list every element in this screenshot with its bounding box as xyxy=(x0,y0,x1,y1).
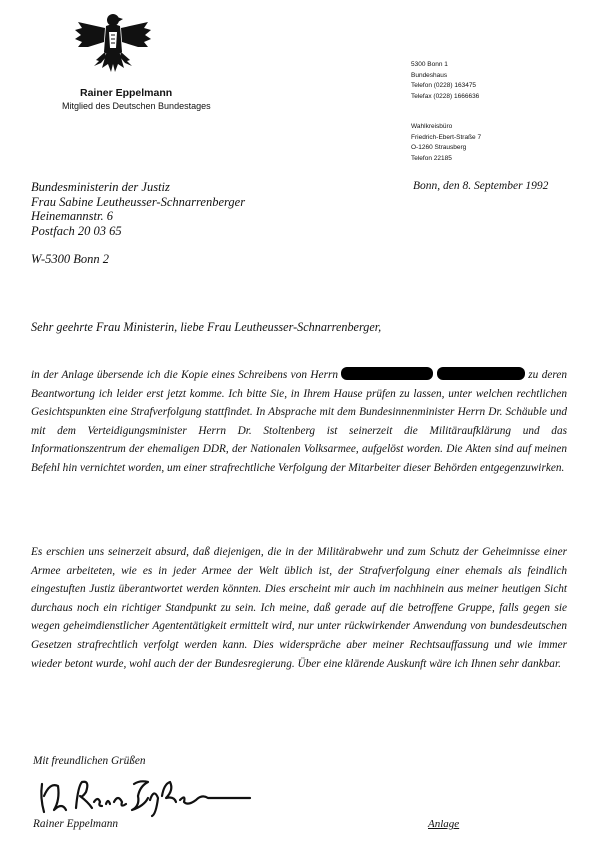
address-line: Wahlkreisbüro xyxy=(411,123,453,130)
redaction-bar xyxy=(341,367,433,380)
signer-name: Rainer Eppelmann xyxy=(33,818,119,830)
letter-date: Bonn, den 8. September 1992 xyxy=(413,180,549,192)
address-line: Telefon 22185 xyxy=(411,154,452,162)
address-line: O-1260 Strausberg xyxy=(411,144,467,151)
address-line: Bundeshaus xyxy=(411,71,448,79)
body-paragraph-2: Es erschien uns seinerzeit absurd, daß diejenigen, die in der Militärabwehr und zum Schutz der Geheimnisse einer Armee arbeiteten, wie es in jeder Armee der Welt üblich ist, der Strafverfolgung einer ehemals als feindlich eingestuften Justiz überantwortet werden könnten. Dies erscheint mir auch im nachhinein aus meiner heutigen Sicht durchaus noch ein richtiger Standpunkt zu sein. Ich meine, daß gerade auf die betroffene Gruppe, falls gegen sie wegen geheimdienstlicher Agententätigkeit ermittelt wird, nur unter rückwirkender Anwendung von bundesdeutschen Gesetzen strafrechtlich verfolgt werden kann. Dies widerspräche aber meiner Rechtsauffassung und wie immer wieder betont wurde, wohl auch der der Bundesregierung. Über eine klärende Auskunft wäre ich Ihnen sehr dankbar. xyxy=(31,546,567,670)
address-line: 5300 Bonn 1 xyxy=(411,61,448,68)
recipient-line: Heinemannstr. 6 xyxy=(31,209,113,223)
recipient-address xyxy=(31,180,245,267)
address-line: Telefax (0228) 1666636 xyxy=(411,92,480,100)
body-paragraph-1 xyxy=(31,366,567,478)
constituency-office-address xyxy=(411,122,481,164)
federal-eagle-icon xyxy=(72,8,154,80)
address-line: Friedrich-Ebert-Straße 7 xyxy=(411,133,482,141)
recipient-line: Bundesministerin der Justiz xyxy=(31,180,170,194)
salutation: Sehr geehrte Frau Ministerin, liebe Frau Leutheusser-Schnarrenberger, xyxy=(31,320,382,334)
sender-title: Mitglied des Deutschen Bundestages xyxy=(62,101,211,111)
sender-name: Rainer Eppelmann xyxy=(80,87,173,99)
paragraph-text: in der Anlage übersende ich die Kopie eines Schreibens von Herrn xyxy=(31,369,339,381)
recipient-line: Postfach 20 03 65 xyxy=(31,223,122,238)
closing: Mit freundlichen Grüßen xyxy=(33,755,146,767)
redaction-bar xyxy=(437,367,525,380)
address-line: Telefon (0228) 163475 xyxy=(411,82,477,89)
bonn-office-address xyxy=(411,60,479,102)
handwritten-signature xyxy=(36,772,266,818)
paragraph-text: zu deren Beantwortung ich leider erst jetzt komme. Ich bitte Sie, in Ihrem Hause prüfen zu lassen, unter welchen rechtlichen Gesichtspunkten eine Strafverfolgung stattfindet. In Absprache mit dem Bundesinnenminister Herrn Dr. Schäuble und mit dem Verteidigungsminister Herrn Dr. Stoltenberg ist seinerzeit die Militäraufklärung und das Informationszentrum der ehemaligen DDR, der Nationalen Volksarmee, aufgelöst worden. Die Akten sind auf meinen Befehl hin vernichtet worden, um einer strafrechtliche Verfolgung der Mitarbeiter dieser Behörden entgegenzuwirken. xyxy=(31,369,568,474)
recipient-line: Frau Sabine Leutheusser-Schnarrenberger xyxy=(31,194,246,209)
recipient-city: W-5300 Bonn 2 xyxy=(31,252,109,266)
enclosure-note: Anlage xyxy=(428,818,460,830)
